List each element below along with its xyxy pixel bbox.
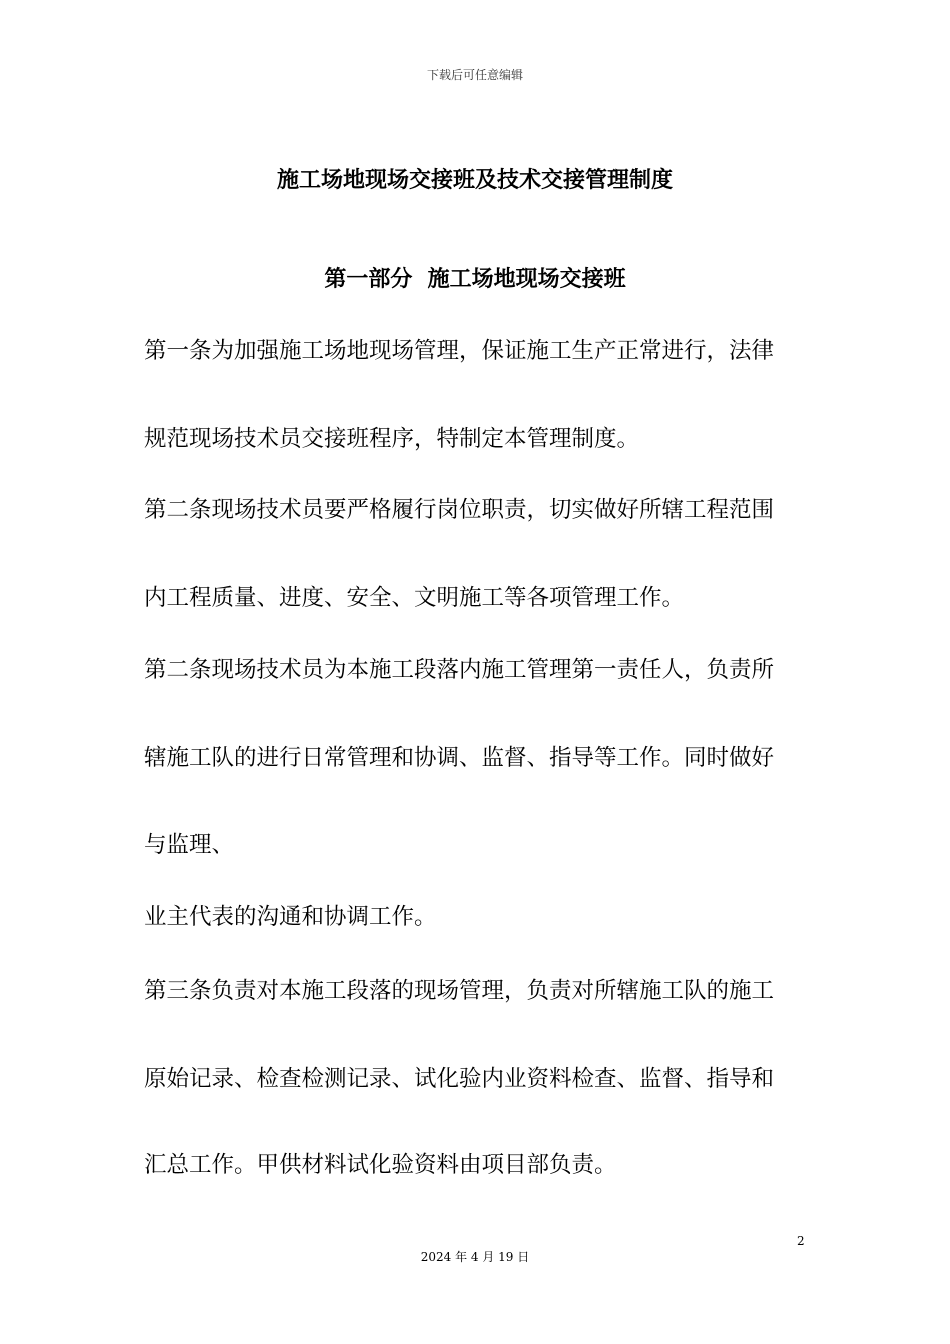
body-line: 辖施工队的进行日常管理和协调、监督、指导等工作。同时做好 (144, 745, 775, 771)
body-line: 汇总工作。甲供材料试化验资料由项目部负责。 (144, 1152, 617, 1178)
body-line: 原始记录、检查检测记录、试化验内业资料检查、监督、指导和 (144, 1066, 775, 1092)
page-number: 2 (797, 1234, 805, 1248)
body-line: 与监理、 (144, 832, 235, 858)
header-note: 下载后可任意编辑 (426, 68, 523, 82)
body-line: 第一条为加强施工场地现场管理，保证施工生产正常进行，法律 (144, 338, 775, 364)
body-line: 业主代表的沟通和协调工作。 (144, 904, 437, 930)
body-line: 第二条现场技术员为本施工段落内施工管理第一责任人，负责所 (144, 657, 775, 683)
body-line: 第三条负责对本施工段落的现场管理，负责对所辖施工队的施工 (144, 978, 775, 1004)
body-line: 第二条现场技术员要严格履行岗位职责，切实做好所辖工程范围 (144, 497, 775, 523)
section-title: 第一部分 施工场地现场交接班 (324, 267, 626, 292)
document-title: 施工场地现场交接班及技术交接管理制度 (276, 168, 673, 193)
body-line: 规范现场技术员交接班程序，特制定本管理制度。 (144, 426, 640, 452)
footer-date: 2024 年 4 月 19 日 (420, 1250, 530, 1264)
body-line: 内工程质量、进度、安全、文明施工等各项管理工作。 (144, 585, 685, 611)
